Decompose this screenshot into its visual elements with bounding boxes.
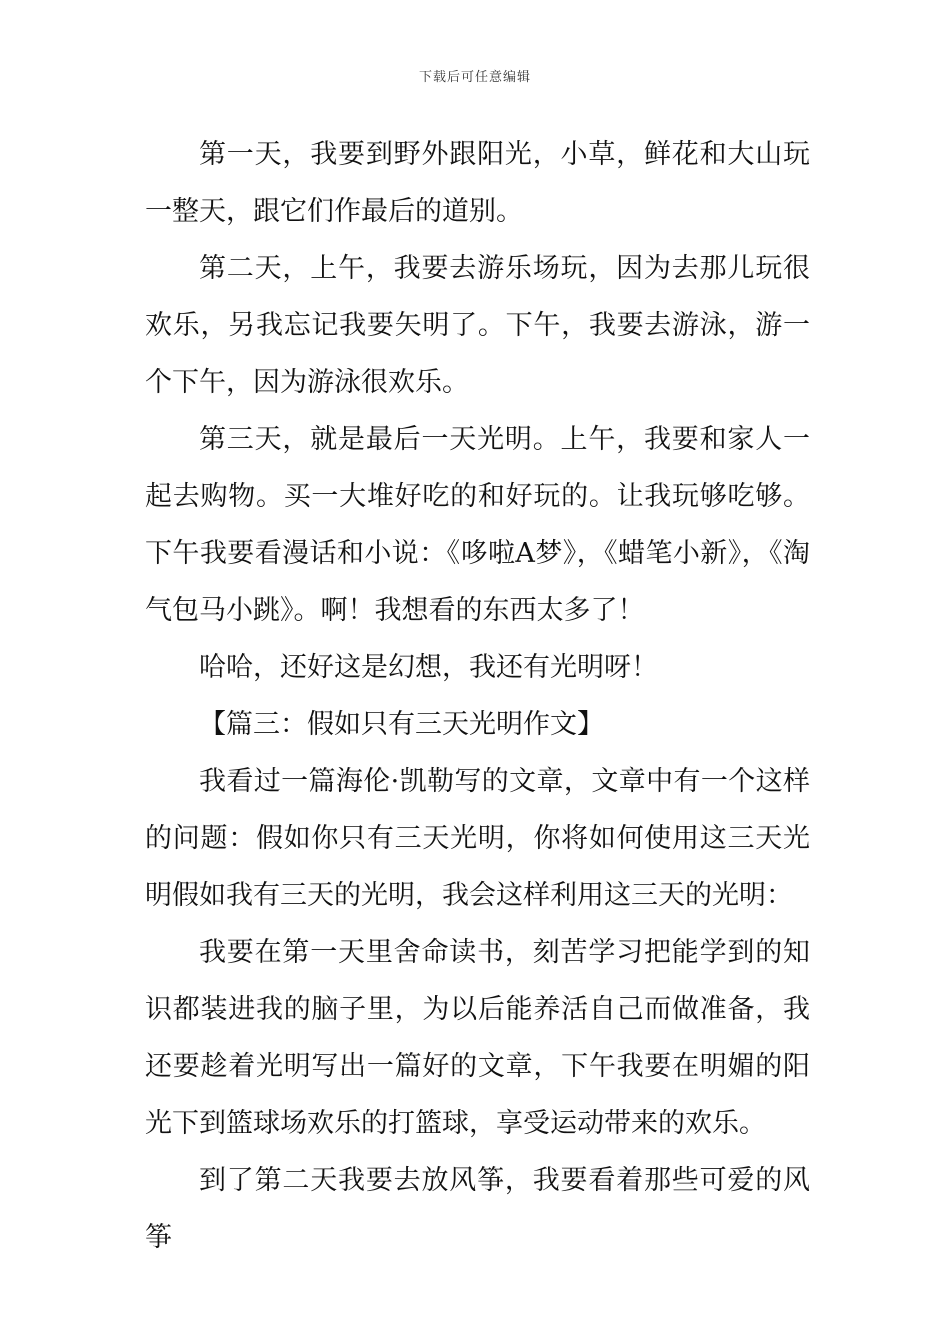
paragraph-first-day: 我要在第一天里舍命读书，刻苦学习把能学到的知识都装进我的脑子里，为以后能养活自己而做准备，我还要趁着光明写出一篇好的文章，下午我要在明媚的阳光下到篮球场欢乐的打篮球，享受运动带来的欢乐。 [145,937,810,1139]
paragraph-second-day: 到了第二天我要去放风筝，我要看着那些可爱的风筝 [145,1165,810,1253]
section-heading: 【篇三：假如只有三天光明作文】 [199,709,604,740]
page-header: 下载后可任意编辑 [418,70,531,85]
paragraph-fantasy: 哈哈，还好这是幻想，我还有光明呀！ [199,652,658,683]
paragraph-day-two: 第二天，上午，我要去游乐场玩，因为去那儿玩很欢乐，另我忘记我要矢明了。下午，我要去游泳，游一个下午，因为游泳很欢乐。 [145,253,810,398]
paragraph-day-three: 第三天，就是最后一天光明。上午，我要和家人一起去购物。买一大堆好吃的和好玩的。让我玩够吃够。下午我要看漫话和小说：《哆啦A梦》，《蜡笔小新》，《淘气包马小跳》。啊！我想看的东西太多了！ [145,424,810,626]
paragraph-intro: 我看过一篇海伦·凯勒写的文章，文章中有一个这样的问题：假如你只有三天光明，你将如何使用这三天光明假如我有三天的光明，我会这样利用这三天的光明： [145,766,810,911]
document-body [145,126,810,1266]
paragraph-day-one: 第一天，我要到野外跟阳光，小草，鲜花和大山玩一整天，跟它们作最后的道别。 [145,139,810,227]
